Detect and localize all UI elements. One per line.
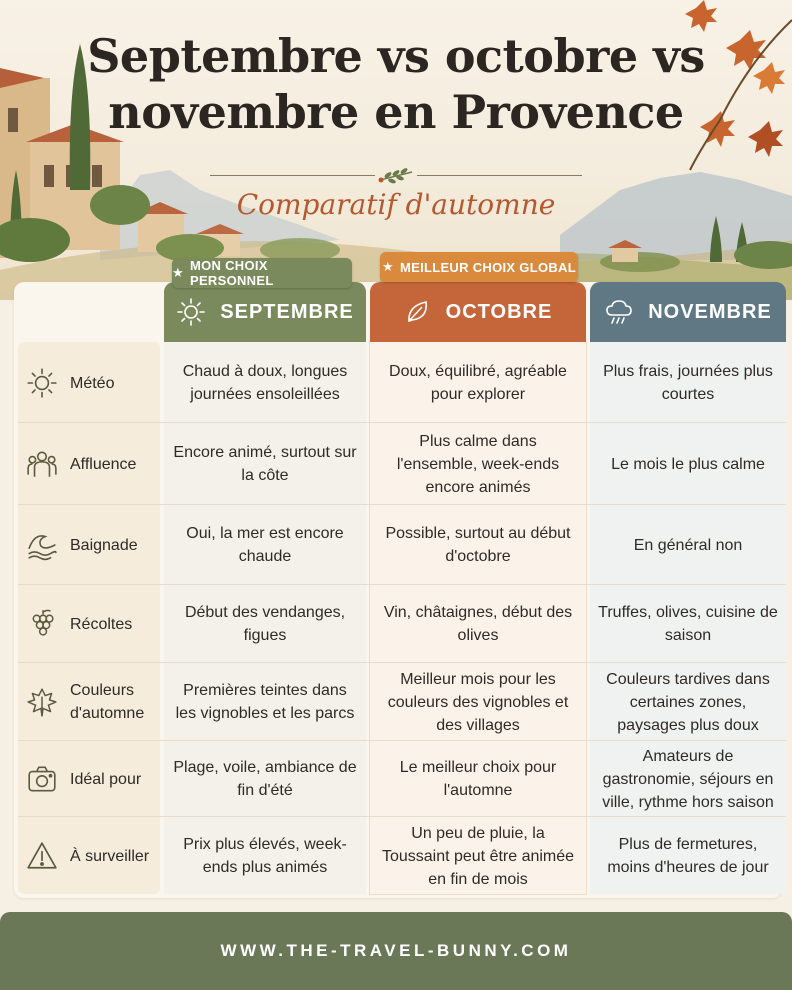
leaf-icon <box>404 298 432 326</box>
table-cell: Doux, équilibré, agréable pour explorer <box>389 363 567 403</box>
table-cell: Plus calme dans l'ensemble, week-ends encore animés <box>396 432 560 496</box>
table-cell: Début des vendanges, figues <box>184 604 346 644</box>
column-header-septembre <box>164 282 366 342</box>
table-cell: Plus de fermetures, moins d'heures de jour <box>607 836 769 876</box>
camera-icon <box>26 763 58 795</box>
table-cell: Chaud à doux, longues journées ensoleillées <box>182 363 348 403</box>
sun-icon <box>26 367 58 399</box>
table-cell: Possible, surtout au début d'octobre <box>385 525 571 565</box>
star-icon: ★ <box>382 259 394 274</box>
table-cell: Premières teintes dans les vignobles et les parcs <box>175 682 355 722</box>
row-label-3 <box>18 586 158 662</box>
website-url: WWW.THE-TRAVEL-BUNNY.COM <box>220 941 572 960</box>
star-icon: ★ <box>172 265 184 280</box>
table-cell: Plage, voile, ambiance de fin d'été <box>173 759 357 799</box>
row-divider <box>18 816 786 817</box>
table-cell: Prix plus élevés, week-ends plus animés <box>183 836 347 876</box>
title-line-2: novembre en Provence <box>108 85 684 139</box>
row-label-text: Idéal pour <box>70 770 142 788</box>
title-line-1: Septembre vs octobre vs <box>87 29 705 83</box>
title-divider <box>210 166 582 186</box>
row-divider <box>18 504 786 505</box>
row-divider <box>18 422 786 423</box>
table-cell: Vin, châtaignes, début des olives <box>383 604 573 644</box>
grapes-icon <box>26 608 58 640</box>
row-label-5 <box>18 742 158 816</box>
column-label-septembre: SEPTEMBRE <box>220 300 354 323</box>
maple-leaf-icon <box>26 686 58 718</box>
rain-cloud-icon <box>604 297 634 327</box>
row-divider <box>18 740 786 741</box>
row-label-6 <box>18 818 158 894</box>
footer <box>0 912 792 990</box>
table-cell: En général non <box>633 536 743 554</box>
badge-personal-label: MON CHOIX PERSONNEL <box>189 258 274 288</box>
subtitle: Comparatif d'automne <box>236 188 556 221</box>
row-label-1 <box>18 424 158 504</box>
row-divider <box>18 584 786 585</box>
column-header-octobre <box>370 282 586 342</box>
sun-icon <box>176 297 206 327</box>
row-label-text: Météo <box>70 374 115 392</box>
row-divider <box>18 662 786 663</box>
row-label-4 <box>18 664 158 740</box>
row-label-text: À surveiller <box>70 847 150 865</box>
table-cell: Le mois le plus calme <box>611 455 765 473</box>
page-title <box>0 28 792 140</box>
row-label-text: Couleurs d'automne <box>70 682 145 722</box>
people-icon <box>26 448 58 480</box>
column-label-novembre: NOVEMBRE <box>648 300 772 323</box>
badge-global-label: MEILLEUR CHOIX GLOBAL <box>399 259 576 275</box>
table-cell: Oui, la mer est encore chaude <box>186 525 344 565</box>
badge-best-overall <box>380 252 578 282</box>
table-cell: Truffes, olives, cuisine de saison <box>598 604 778 644</box>
badge-personal-choice <box>172 258 352 288</box>
table-cell: Un peu de pluie, la Toussaint peut être animée en fin de mois <box>381 824 575 888</box>
table-cell: Encore animé, surtout sur la côte <box>173 444 357 484</box>
table-cell: Plus frais, journées plus courtes <box>603 363 773 403</box>
row-label-text: Affluence <box>70 455 137 473</box>
table-cell: Amateurs de gastronomie, séjours en ville, rythme hors saison <box>602 747 774 811</box>
column-header-novembre <box>590 282 786 342</box>
warning-icon <box>26 840 58 872</box>
row-label-2 <box>18 506 158 584</box>
table-cell: Meilleur mois pour les couleurs des vignobles et des villages <box>387 670 569 734</box>
row-label-0 <box>18 344 158 422</box>
laurel-icon <box>378 166 414 186</box>
table-cell: Couleurs tardives dans certaines zones, paysages plus doux <box>606 670 770 734</box>
row-label-text: Baignade <box>70 536 138 554</box>
wave-icon <box>26 529 58 561</box>
row-label-text: Récoltes <box>70 615 133 633</box>
table-cell: Le meilleur choix pour l'automne <box>399 759 557 799</box>
column-label-octobre: OCTOBRE <box>445 300 553 323</box>
